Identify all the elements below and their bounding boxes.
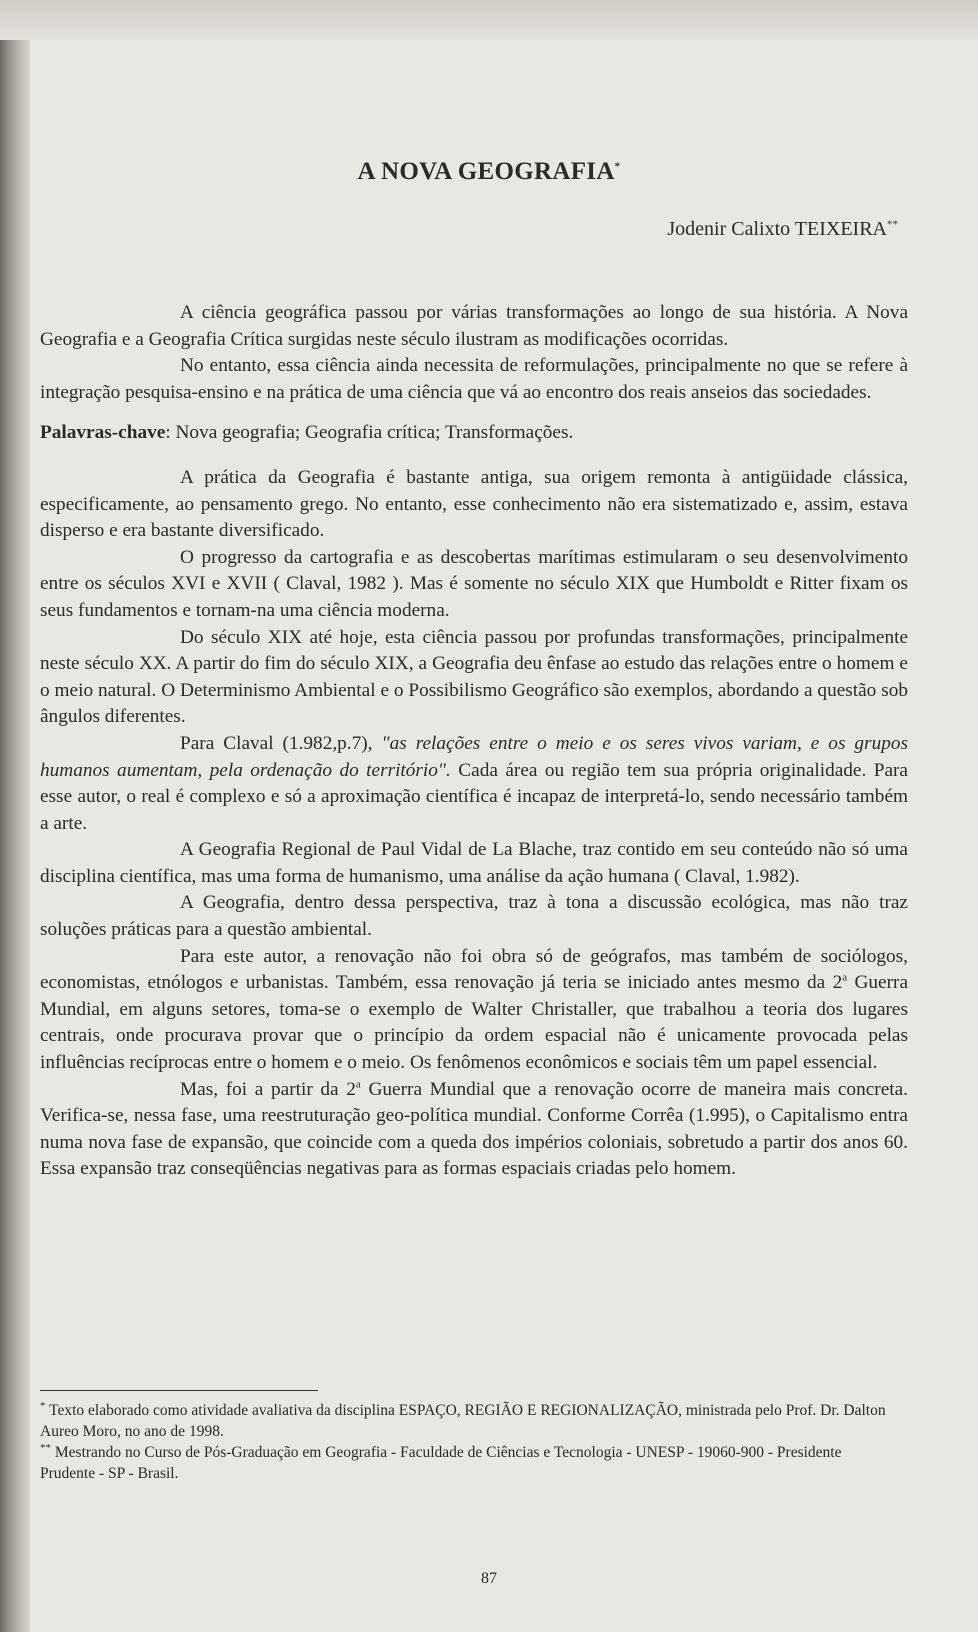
body-paragraph: A prática da Geografia é bastante antiga, sua origem remonta à antigüidade clássica, especificamente, ao pensamento grego. No entanto, esse conhecimento não era sistematizado e, assim, estava disperso e era bastante diversificado. bbox=[40, 466, 908, 542]
footnote-text: Texto elaborado como atividade avaliativa da disciplina ESPAÇO, REGIÃO E REGIONALIZAÇÃO, ministrada pelo Prof. Dr. Dalton Aureo Moro, no ano de 1998. bbox=[40, 1402, 886, 1440]
title-text: A NOVA GEOGRAFIA bbox=[357, 158, 615, 185]
claval-quote: "as relações entre o meio e os seres vivos variam, e os grupos humanos aumentam, pela ordenação do território". bbox=[40, 732, 908, 781]
title-footnote-mark: * bbox=[614, 160, 621, 173]
p8-part-a: Mas, foi a partir da 2 bbox=[180, 1078, 356, 1100]
ordinal-superscript: a bbox=[842, 971, 848, 984]
footnote-mark: * bbox=[40, 1399, 46, 1412]
footnote-text: Mestrando no Curso de Pós-Graduação em Geografia - Faculdade de Ciências e Tecnologia - UNESP - 19060-900 - Presidente Prudente - SP - Brasil. bbox=[40, 1444, 842, 1482]
keywords-label: Palavras-chave bbox=[40, 422, 166, 444]
p8-part-b: Guerra Mundial que a renovação ocorre de maneira mais concreta. Verifica-se, nessa fase, uma reestruturação geo-política mundial. Conforme Corrêa (1.995), o Capitalismo entra numa nova fase de expansão, que coincide com a queda dos impérios coloniais, sobretudo a partir dos anos 60. Essa expansão traz conseqüências negativas para as formas espaciais criadas pelo homem. bbox=[40, 1078, 908, 1180]
body-paragraph bbox=[40, 731, 908, 837]
footnote bbox=[40, 1442, 900, 1484]
p7-part-b: Guerra Mundial, em alguns setores, toma-se o exemplo de Walter Christaller, que trabalhou a teoria dos lugares centrais, onde procurava provar que o princípio da ordem espacial não é unicamente provocada pelas influências recíprocas entre o homem e o meio. Os fenômenos econômicos e sociais têm um papel essencial. bbox=[40, 972, 909, 1074]
body-paragraph: A Geografia Regional de Paul Vidal de La Blache, traz contido em seu conteúdo não só uma disciplina científica, mas uma forma de humanismo, uma análise da ação humana ( Claval, 1.982). bbox=[40, 839, 908, 887]
keywords-text: Nova geografia; Geografia crítica; Transformações. bbox=[175, 422, 574, 444]
binding-gutter bbox=[0, 0, 30, 1632]
p4-intro: Para Claval (1.982,p.7), bbox=[180, 732, 382, 754]
article-title bbox=[30, 158, 948, 186]
p7-part-a: Para este autor, a renovação não foi obra só de geógrafos, mas também de sociólogos, economistas, etnólogos e urbanistas. Também, essa renovação já teria se iniciado antes mesmo da 2 bbox=[40, 945, 908, 994]
abstract-paragraph: A ciência geográfica passou por várias transformações ao longo de sua história. A Nova Geografia e a Geografia Crítica surgidas neste século ilustram as modificações ocorridas. bbox=[40, 302, 908, 350]
footnote bbox=[40, 1400, 900, 1442]
ordinal-superscript: a bbox=[355, 1078, 361, 1091]
body-paragraph: A Geografia, dentro dessa perspectiva, traz à tona a discussão ecológica, mas não traz soluções práticas para a questão ambiental. bbox=[40, 892, 908, 941]
footnotes bbox=[40, 1400, 900, 1484]
keywords-line: Palavras-chave: Nova geografia; Geografia crítica; Transformações. bbox=[40, 422, 574, 444]
author-footnote-mark: ** bbox=[887, 218, 898, 231]
body-paragraph: Do século XIX até hoje, esta ciência passou por profundas transformações, principalmente neste século XX. A partir do fim do século XIX, a Geografia deu ênfase ao estudo das relações entre o homem e o meio natural. O Determinismo Ambiental e o Possibilismo Geográfico são exemplos, abordando a questão sob ângulos diferentes. bbox=[40, 626, 908, 728]
footnote-mark: ** bbox=[40, 1441, 51, 1454]
footnote-separator bbox=[40, 1390, 318, 1391]
author-name: Jodenir Calixto TEIXEIRA bbox=[667, 218, 887, 240]
author-line bbox=[667, 218, 898, 241]
abstract-paragraph: No entanto, essa ciência ainda necessita de reformulações, principalmente no que se refere à integração pesquisa-ensino e na prática de uma ciência que vá ao encontro dos reais anseios das sociedades. bbox=[40, 355, 908, 403]
page bbox=[30, 0, 978, 1632]
body-paragraph: O progresso da cartografia e as descobertas marítimas estimularam o seu desenvolvimento entre os séculos XVI e XVII ( Claval, 1982 ). Mas é somente no século XIX que Humboldt e Ritter fixam os seus fundamentos e tornam-na uma ciência moderna. bbox=[40, 546, 908, 621]
page-number: 87 bbox=[481, 1570, 497, 1587]
p4-rest: Cada área ou região tem sua própria originalidade. Para esse autor, o real é complexo e só a aproximação científica é incapaz de interpretá-lo, sendo necessário também a arte. bbox=[40, 759, 908, 834]
body-paragraph bbox=[40, 1077, 908, 1183]
body-paragraph bbox=[40, 944, 908, 1077]
article-body bbox=[40, 300, 908, 1183]
